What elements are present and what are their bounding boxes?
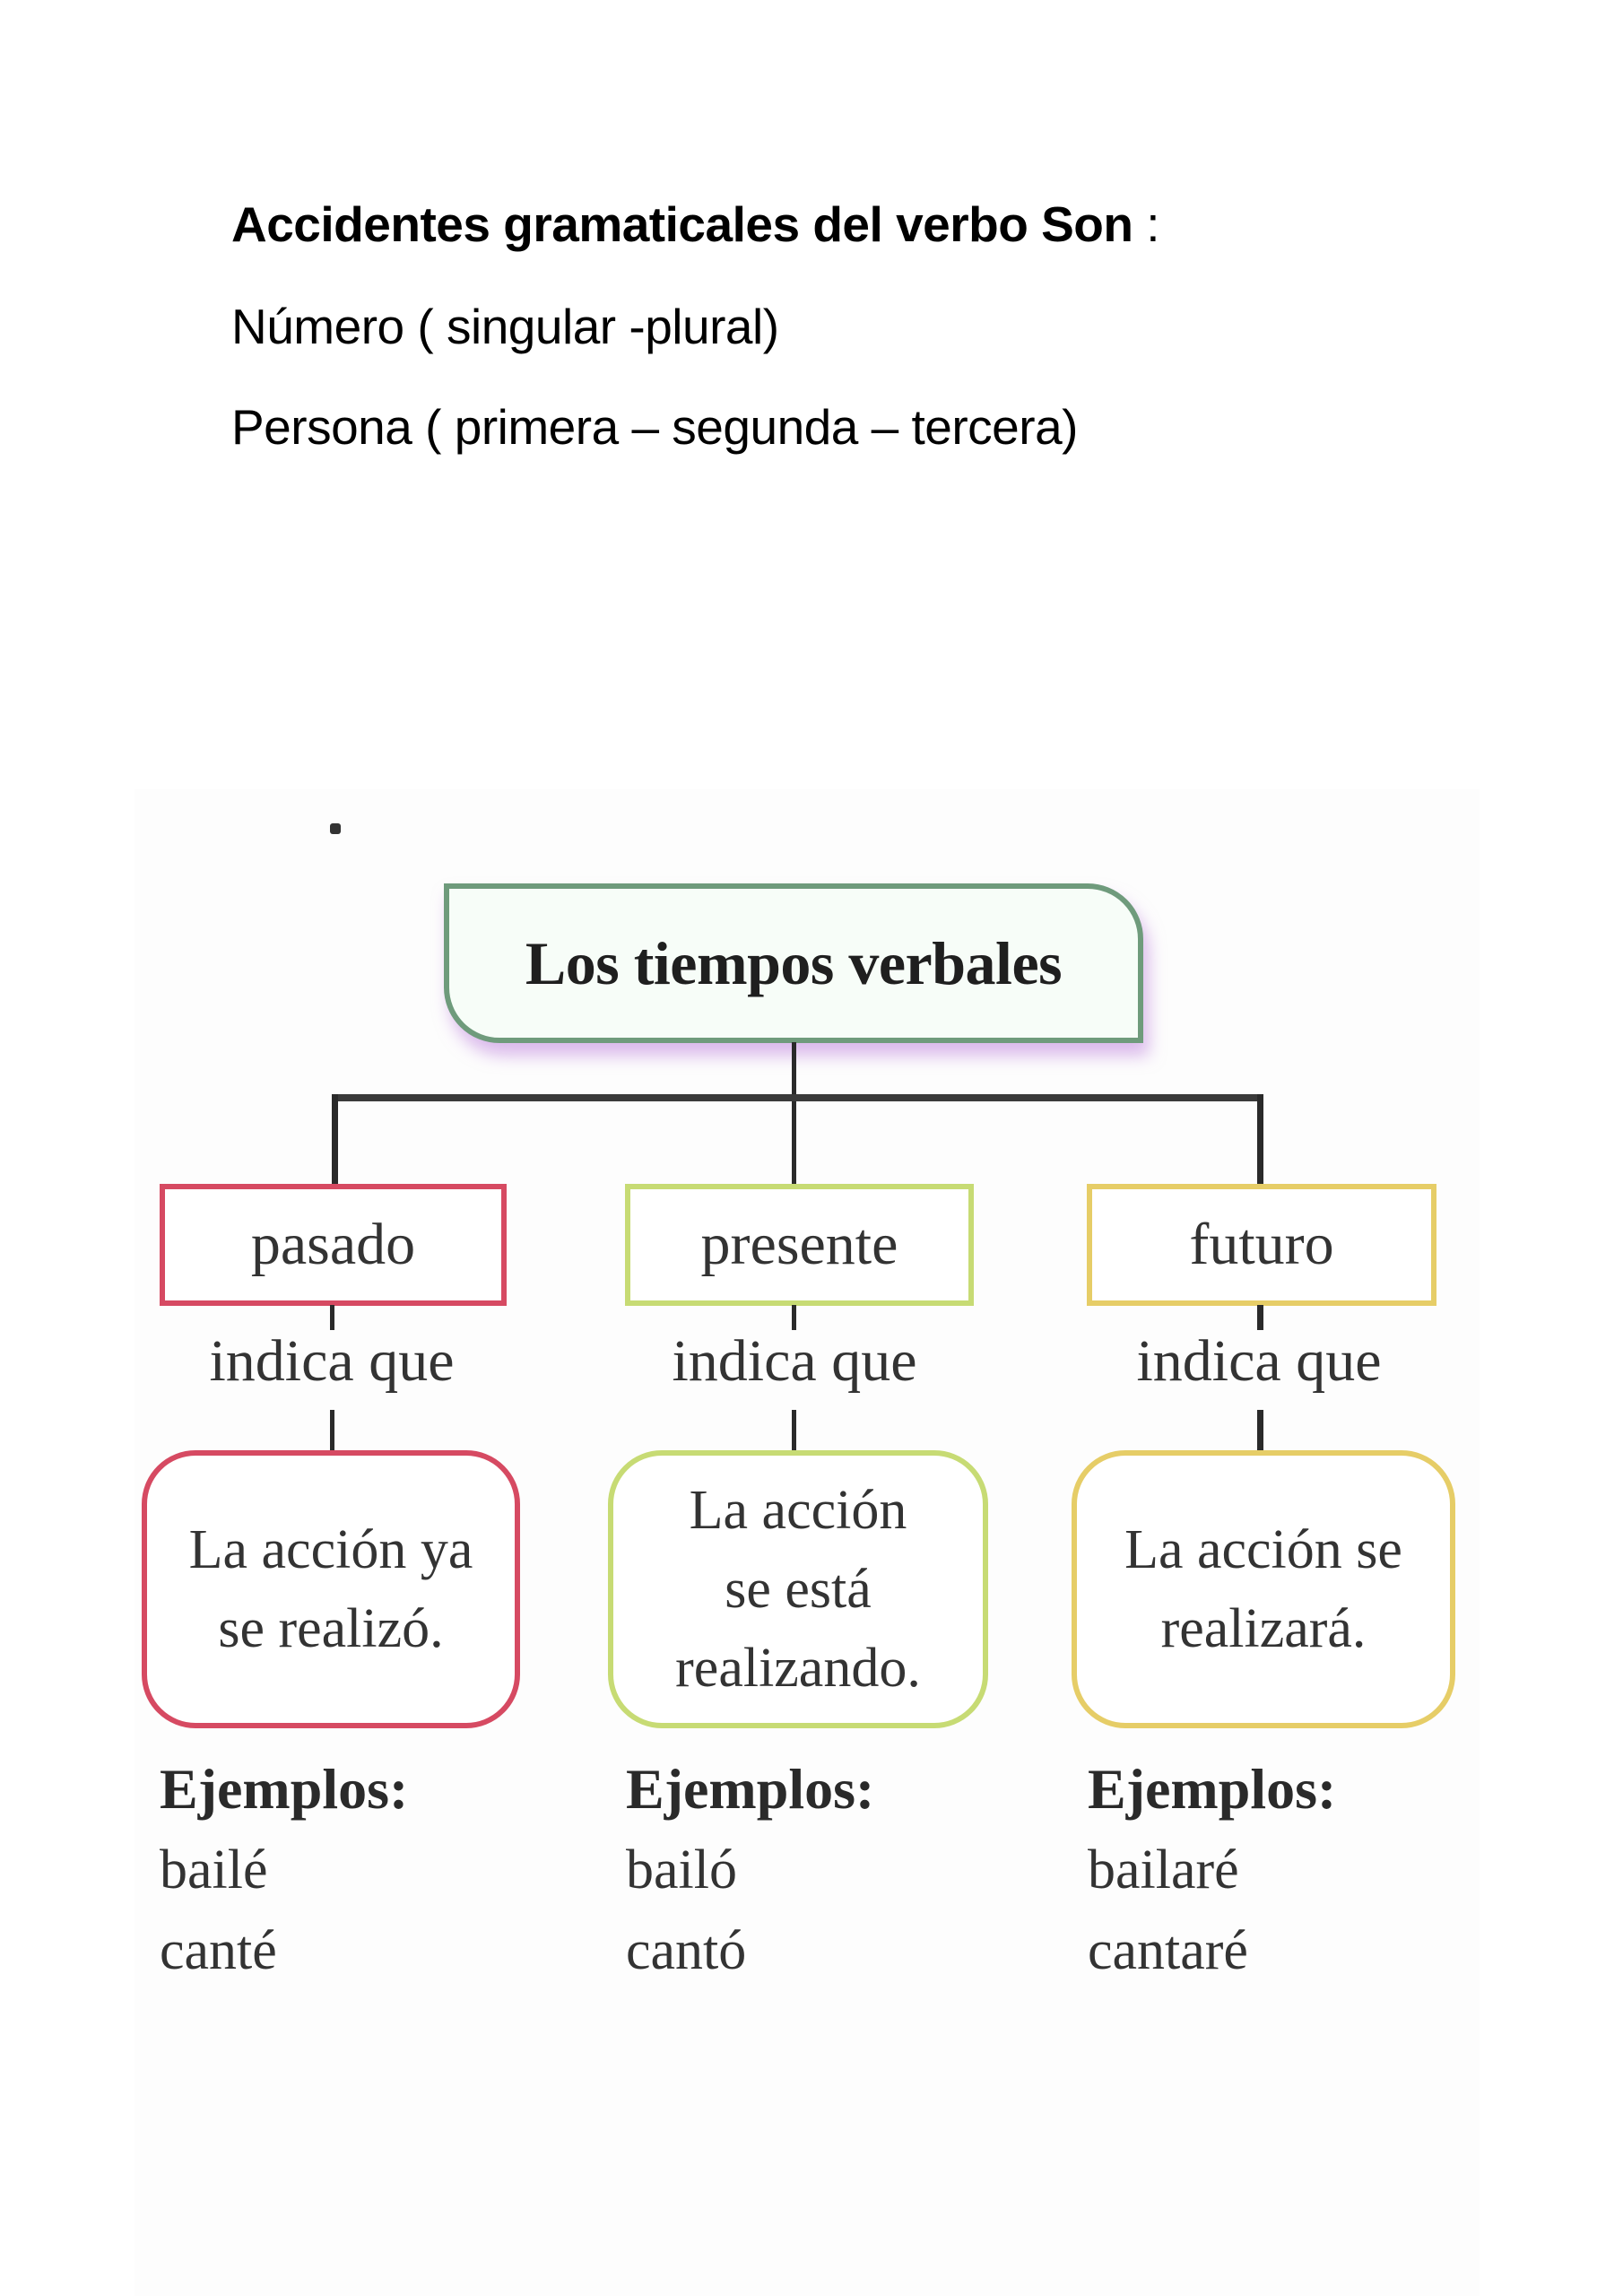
indica-que-label: indica que (672, 1328, 917, 1394)
category-pasado (160, 1184, 507, 1306)
pasado-connector (332, 1094, 338, 1186)
examples-heading: Ejemplos: (1088, 1757, 1337, 1821)
stray-dot (330, 823, 341, 834)
indica-que-label: indica que (209, 1328, 455, 1394)
description-presente (608, 1450, 988, 1728)
connector (330, 1410, 334, 1451)
examples-heading: Ejemplos: (626, 1757, 875, 1821)
example-item: cantaré (1088, 1920, 1248, 1981)
examples-pasado (160, 1749, 408, 1991)
heading-colon: : (1133, 196, 1160, 252)
connector (330, 1305, 334, 1330)
persona-line: Persona ( primera – segunda – tercera) (231, 399, 1078, 455)
heading-text: Accidentes gramaticales del verbo Son (231, 196, 1133, 252)
category-label: futuro (1189, 1212, 1334, 1277)
example-item: bailó (626, 1839, 737, 1900)
description-line: realizando. (675, 1638, 921, 1699)
examples-heading: Ejemplos: (160, 1757, 409, 1821)
description-futuro (1072, 1450, 1455, 1728)
numero-line: Número ( singular -plural) (231, 299, 779, 354)
category-presente (625, 1184, 974, 1306)
example-item: cantó (626, 1920, 747, 1981)
description-line: se está (725, 1559, 872, 1620)
verb-tenses-diagram (135, 789, 1480, 2296)
category-futuro (1087, 1184, 1436, 1306)
examples-futuro (1088, 1749, 1336, 1991)
root-node (444, 883, 1143, 1043)
category-label: pasado (250, 1212, 416, 1277)
examples-presente (626, 1749, 874, 1991)
connector (792, 1305, 796, 1330)
description-line: realizará. (1160, 1598, 1367, 1659)
description-line: La acción se (1124, 1519, 1402, 1580)
heading-line (231, 196, 1159, 253)
description-line: La acción ya (188, 1519, 473, 1580)
futuro-connector (1257, 1094, 1263, 1186)
connector (1257, 1410, 1263, 1451)
branch-bar (332, 1094, 1263, 1101)
indica-que-label: indica que (1136, 1328, 1382, 1394)
root-label: Los tiempos verbales (525, 928, 1063, 997)
root-connector (792, 1042, 796, 1186)
example-item: canté (160, 1920, 277, 1981)
connector (1257, 1305, 1263, 1330)
example-item: bailé (160, 1839, 268, 1900)
category-label: presente (700, 1212, 898, 1277)
description-line: se realizó. (218, 1598, 444, 1659)
example-item: bailaré (1088, 1839, 1239, 1900)
connector (792, 1410, 796, 1451)
description-line: La acción (689, 1480, 907, 1541)
description-pasado (142, 1450, 520, 1728)
